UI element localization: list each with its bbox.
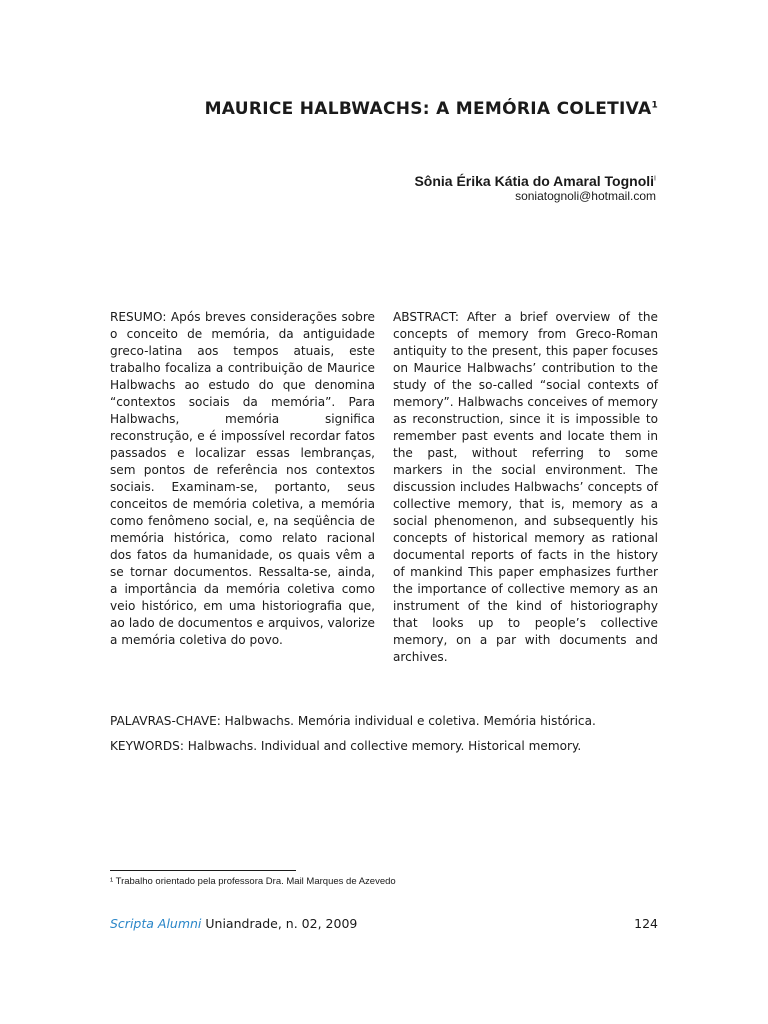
- article-title-text: MAURICE HALBWACHS: A MEMÓRIA COLETIVA: [204, 99, 652, 119]
- keywords-portuguese: PALAVRAS-CHAVE: Halbwachs. Memória individual e coletiva. Memória histórica.: [110, 714, 596, 728]
- keywords-english: KEYWORDS: Halbwachs. Individual and collective memory. Historical memory.: [110, 739, 582, 753]
- journal-name: Scripta Alumni: [110, 916, 202, 931]
- resumo-column: RESUMO: Após breves considerações sobre o conceito de memória, da antiguidade greco-latina aos tempos atuais, este trabalho focaliza a contribuição de Maurice Halbwachs ao estudo do que denomina “contextos sociais da memória”. Para Halbwachs, memória significa reconstrução, e é impossível recordar fatos passados e localizar essas lembranças, sem pontos de referência nos contextos sociais. Examinam-se, portanto, seus conceitos de memória coletiva, a memória como fenômeno social, e, na seqüência de memória histórica, como relato racional dos fatos da humanidade, os quais vêm a se tornar documentos. Ressalta-se, ainda, a importância da memória coletiva como veio histórico, em uma historiografia que, ao lado de documentos e arquivos, valorize a memória coletiva do povo.: [110, 310, 375, 647]
- page-number: 124: [634, 916, 658, 931]
- author-name-text: Sônia Érika Kátia do Amaral Tognoli: [414, 173, 655, 189]
- title-footnote-marker: 1: [651, 100, 658, 111]
- author-name: [414, 173, 656, 189]
- article-title: [110, 99, 658, 119]
- journal-citation: Uniandrade, n. 02, 2009: [201, 916, 358, 931]
- page-footer: [110, 916, 658, 931]
- author-email: soniatognoli@hotmail.com: [515, 189, 656, 203]
- abstract-column: ABSTRACT: After a brief overview of the concepts of memory from Greco-Roman antiquity to the present, this paper focuses on Maurice Halbwachs’ contribution to the study of the so-called “social contexts of memory”. Halbwachs conceives of memory as reconstruction, since it is impossible to remember past events and locate them in the past, without referring to some markers in the social environment. The discussion includes Halbwachs’ concepts of collective memory, that is, memory as a social phenomenon, and subsequently his concepts of historical memory as rational documental reports of facts in the history of mankind This paper emphasizes further the importance of collective memory as an instrument of the kind of historiography that looks up to people’s collective memory, on a par with documents and archives.: [393, 310, 658, 664]
- footnote: ¹ Trabalho orientado pela professora Dra. Mail Marques de Azevedo: [110, 876, 396, 887]
- footnote-divider: [110, 870, 296, 871]
- author-footnote-marker: I: [654, 175, 656, 183]
